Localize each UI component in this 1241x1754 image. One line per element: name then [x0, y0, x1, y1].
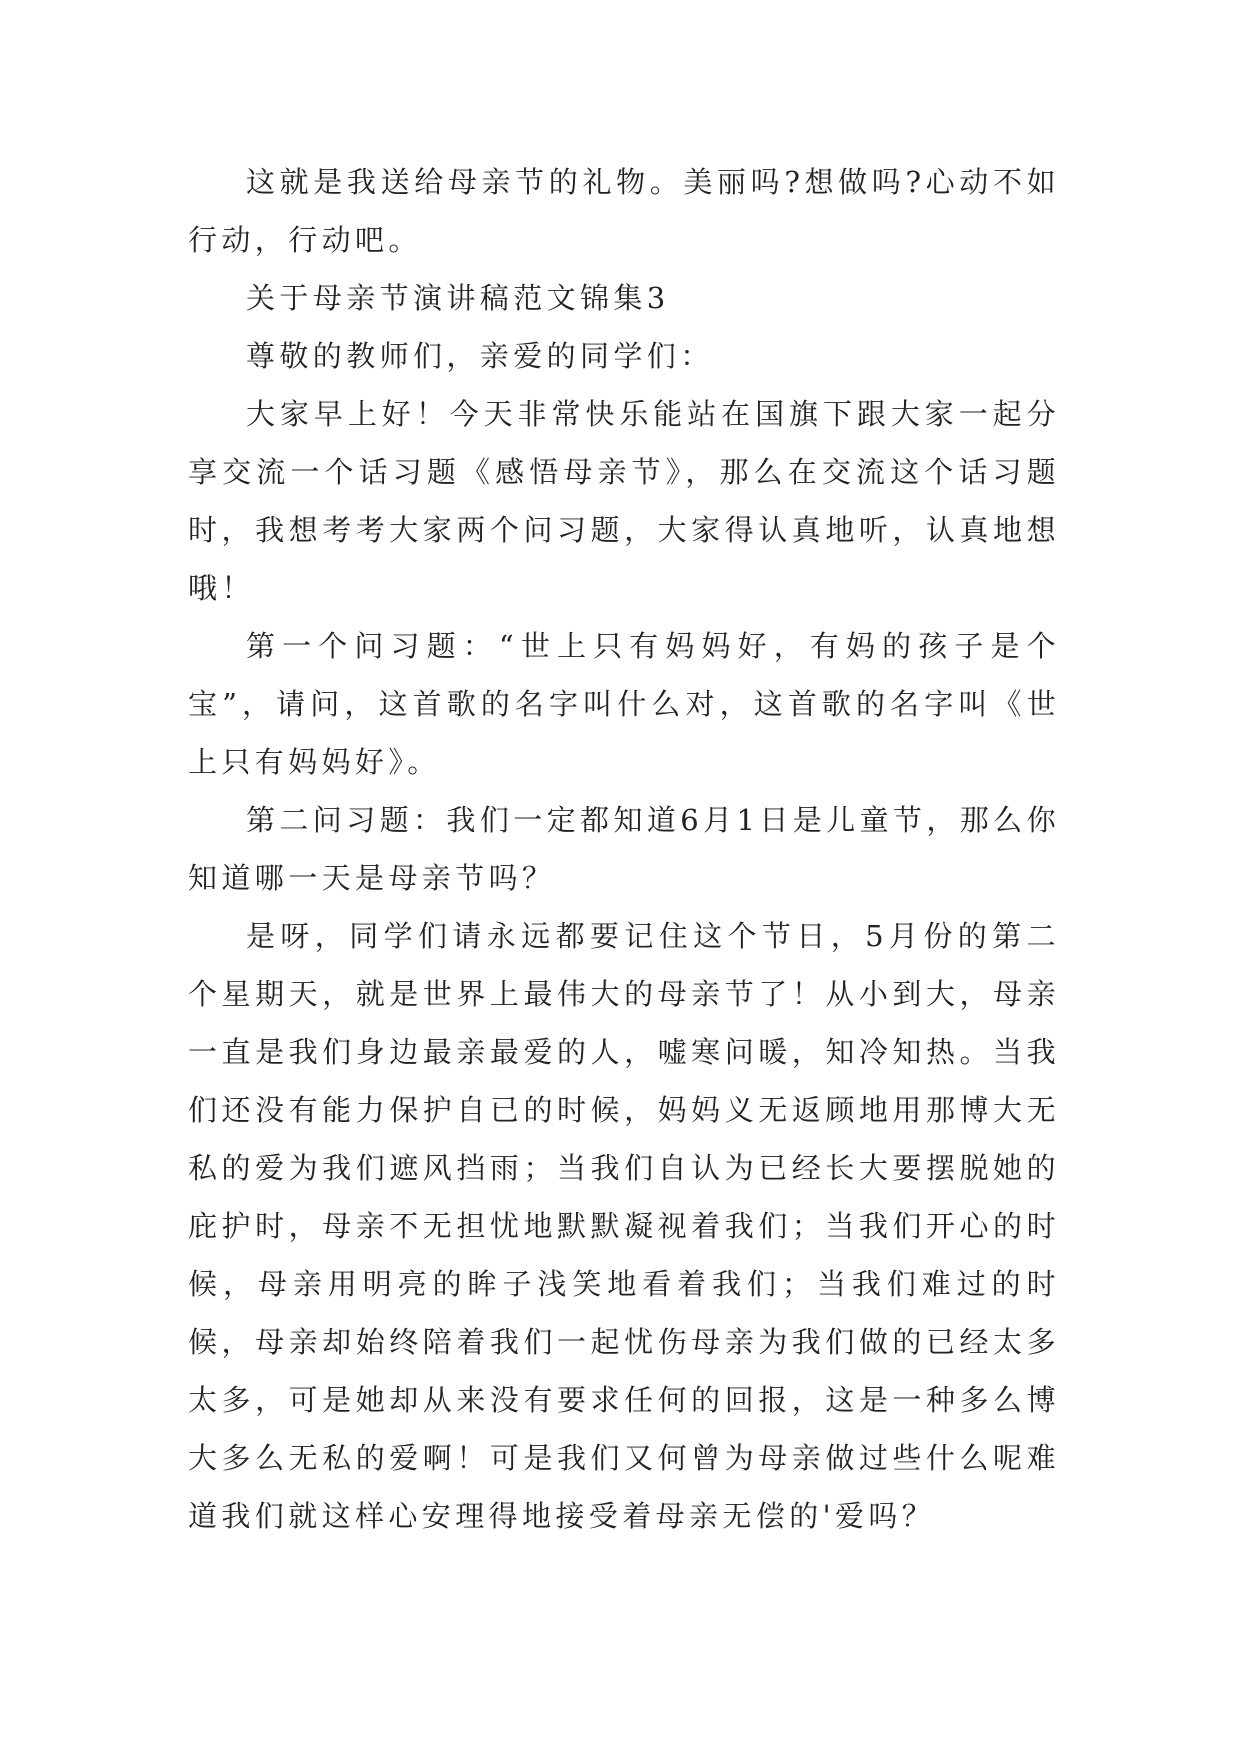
document-body: [188, 153, 1060, 1545]
paragraph-question-one: 第一个问习题：“世上只有妈妈好，有妈的孩子是个宝”，请问，这首歌的名字叫什么对，这首歌的名字叫《世上只有妈妈好》。: [188, 629, 1060, 779]
section-heading: 关于母亲节演讲稿范文锦集3: [246, 281, 670, 315]
paragraph-mothers-love: 是呀，同学们请永远都要记住这个节日，5月份的第二个星期天，就是世界上最伟大的母亲节了！从小到大，母亲一直是我们身边最亲最爱的人，嘘寒问暖，知冷知热。当我们还没有能力保护自已的时候，妈妈义无返顾地用那博大无私的爱为我们遮风挡雨；当我们自认为已经长大要摆脱她的庇护时，母亲不无担忧地默默凝视着我们；当我们开心的时候，母亲用明亮的眸子浅笑地看着我们；当我们难过的时候，母亲却始终陪着我们一起忧伤母亲为我们做的已经太多太多，可是她却从来没有要求任何的回报，这是一种多么博大多么无私的爱啊！可是我们又何曾为母亲做过些什么呢难道我们就这样心安理得地接受着母亲无偿的'爱吗？: [188, 919, 1060, 1533]
paragraph-salutation: 尊敬的教师们，亲爱的同学们：: [246, 339, 714, 373]
paragraph-greeting: 大家早上好！今天非常快乐能站在国旗下跟大家一起分享交流一个话习题《感悟母亲节》，那么在交流这个话习题时，我想考考大家两个问习题，大家得认真地听，认真地想哦！: [188, 397, 1060, 605]
paragraph-gift-conclusion: 这就是我送给母亲节的礼物。美丽吗?想做吗?心动不如行动，行动吧。: [188, 165, 1060, 257]
paragraph-question-two: 第二问习题：我们一定都知道6月1日是儿童节，那么你知道哪一天是母亲节吗？: [188, 803, 1060, 895]
